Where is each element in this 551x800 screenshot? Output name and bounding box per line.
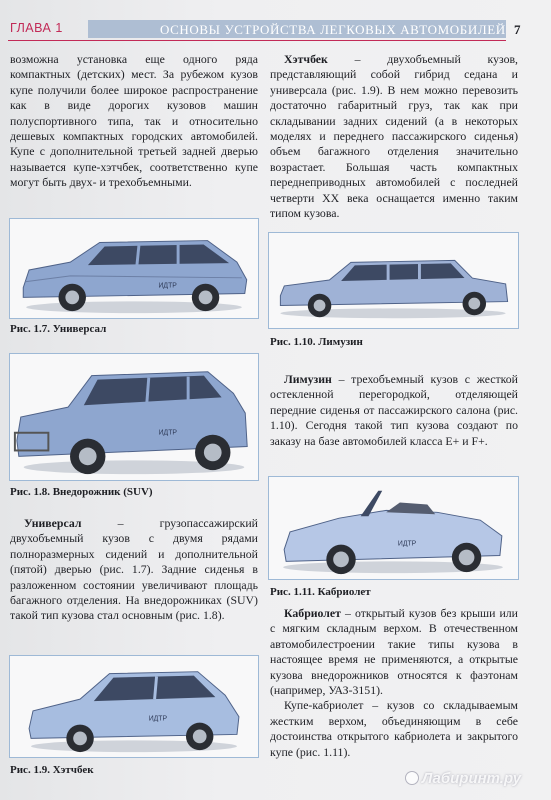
hatchback-car-illustration	[10, 656, 258, 757]
figure-hatchback	[9, 655, 259, 758]
left-intro-block	[10, 52, 258, 191]
wagon-car-illustration	[10, 219, 258, 318]
term-wagon: Универсал	[24, 516, 82, 530]
cabriolet-car-illustration	[269, 477, 518, 579]
limousine-paragraph	[270, 372, 518, 449]
wagon-definition: – грузопассажирский двухобъемный кузов с двумя рядами полноразмерных сидений и дополнительной (пятой) дверью (рис. 1.7). Задние сиденья в разложенном состоянии увеличивают площадь багажного отделения. На внедорожниках (SUV) такой тип кузова стал основным (рис. 1.8).	[10, 516, 258, 623]
header-rule	[8, 40, 506, 41]
cabriolet-paragraph	[270, 606, 518, 698]
car-decal-text: ИДТР	[158, 429, 178, 437]
caption-fig-1-7: Рис. 1.7. Универсал	[10, 323, 107, 335]
chapter-title: ОСНОВЫ УСТРОЙСТВА ЛЕГКОВЫХ АВТОМОБИЛЕЙ	[160, 22, 506, 37]
car-decal-text: ИДТР	[397, 540, 417, 548]
hatchback-definition: – двухобъемный кузов, представляющий собой гибрид седана и универсала (рис. 1.9). В нем можно перевозить достаточно габаритный груз, так как при складывании задних сидений (а в некоторых моделях и переднего пассажирского сиденья) объем багажного отделения значительно возрастает. Большая часть компактных переднеприводных автомобилей с последней четверти XX века оснащается именно таким типом кузова.	[270, 52, 518, 221]
suv-car-illustration	[10, 354, 258, 480]
hatchback-description-block	[270, 52, 518, 221]
page-number: 7	[514, 22, 521, 37]
limousine-definition: – трехобъемный кузов с жесткой остекленной перегородкой, отделяющей передние сиденья от пассажирского салона (рис. 1.10). Сегодня такой тип кузова создают по заказу на базе автомобилей класса E+ и F+.	[270, 372, 518, 448]
cabriolet-definition: – открытый кузов без крыши или с мягким складным верхом. В отечественном автомобилестроении такие типы кузова в настоящее время не применяются, а открытые кузова внедорожников относятся к фаэтонам (например, УАЗ-3151).	[270, 606, 518, 698]
term-limousine: Лимузин	[284, 372, 332, 386]
figure-suv	[9, 353, 259, 481]
labirint-watermark	[405, 770, 545, 792]
page-header	[0, 18, 551, 40]
term-hatchback: Хэтчбек	[284, 52, 328, 66]
speech-bubble-icon	[405, 771, 419, 785]
figure-limousine	[268, 232, 519, 329]
watermark-text: Лабиринт.ру	[422, 770, 522, 787]
car-decal-text: ИДТР	[148, 715, 168, 723]
coupe-cabriolet-paragraph: Купе-кабриолет – кузов со складываемым жестким верхом, объединяющим в себе достоинства открытого кабриолета и закрытого купе (рис. 1.11).	[270, 698, 518, 759]
term-cabriolet: Кабриолет	[284, 606, 341, 620]
caption-fig-1-9: Рис. 1.9. Хэтчбек	[10, 764, 94, 776]
coupe-continuation-paragraph: возможна установка еще одного ряда компактных (детских) мест. За рубежом кузов купе получили более широкое распространение как в виде дорогих кузовов машин полуспортивного типа, так и относительно дешевых компактных городских автомобилей. Купе с дополнительной третьей задней дверью называется купе-хэтчбек, соответственно купе могут быть двух- и трехобъемными.	[10, 52, 258, 190]
hatchback-paragraph	[270, 52, 518, 221]
caption-fig-1-10: Рис. 1.10. Лимузин	[270, 336, 363, 348]
wagon-paragraph	[10, 516, 258, 624]
car-decal-text: ИДТР	[158, 282, 177, 290]
figure-wagon	[9, 218, 259, 319]
chapter-label: ГЛАВА 1	[10, 21, 63, 35]
caption-fig-1-11: Рис. 1.11. Кабриолет	[270, 586, 371, 598]
limousine-description-block	[270, 372, 518, 449]
wagon-description-block	[10, 516, 258, 624]
figure-cabriolet	[268, 476, 519, 580]
caption-fig-1-8: Рис. 1.8. Внедорожник (SUV)	[10, 486, 153, 498]
limousine-car-illustration	[269, 233, 518, 328]
cabriolet-description-block	[270, 606, 518, 760]
